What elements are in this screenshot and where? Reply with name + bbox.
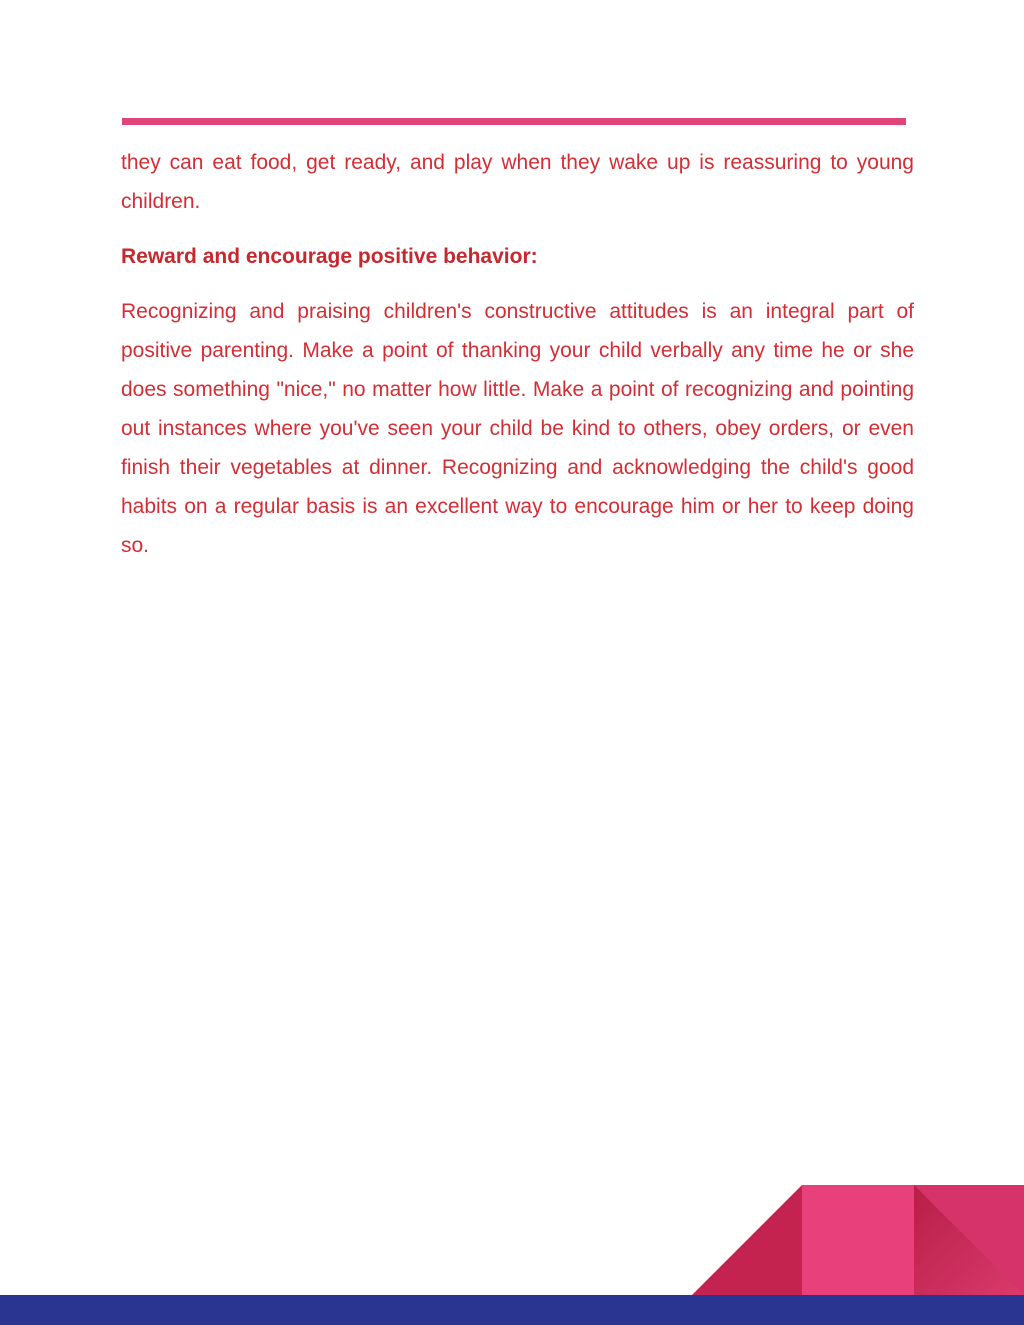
footer-pink-block [802,1185,914,1295]
footer-navy-bar [0,1295,1024,1325]
footer-triangle-shape [692,1185,802,1295]
paragraph-continuation: they can eat food, get ready, and play when they wake up is reassuring to young children. [121,151,914,213]
top-divider [122,118,906,125]
paragraph-reward-behavior: Recognizing and praising children's constructive attitudes is an integral part of positive parenting. Make a point of thanking your child verbally any time he or she does something "nice," no matter how little. Make a point of recognizing and pointing out instances where you've seen your child be kind to others, obey orders, or even finish their vegetables at dinner. Recognizing and acknowledging the child's good habits on a regular basis is an excellent way to encourage him or her to keep doing so. [121,300,914,557]
footer-decoration [0,1185,1024,1325]
section-heading: Reward and encourage positive behavior: [121,245,538,268]
document-body [121,143,914,565]
